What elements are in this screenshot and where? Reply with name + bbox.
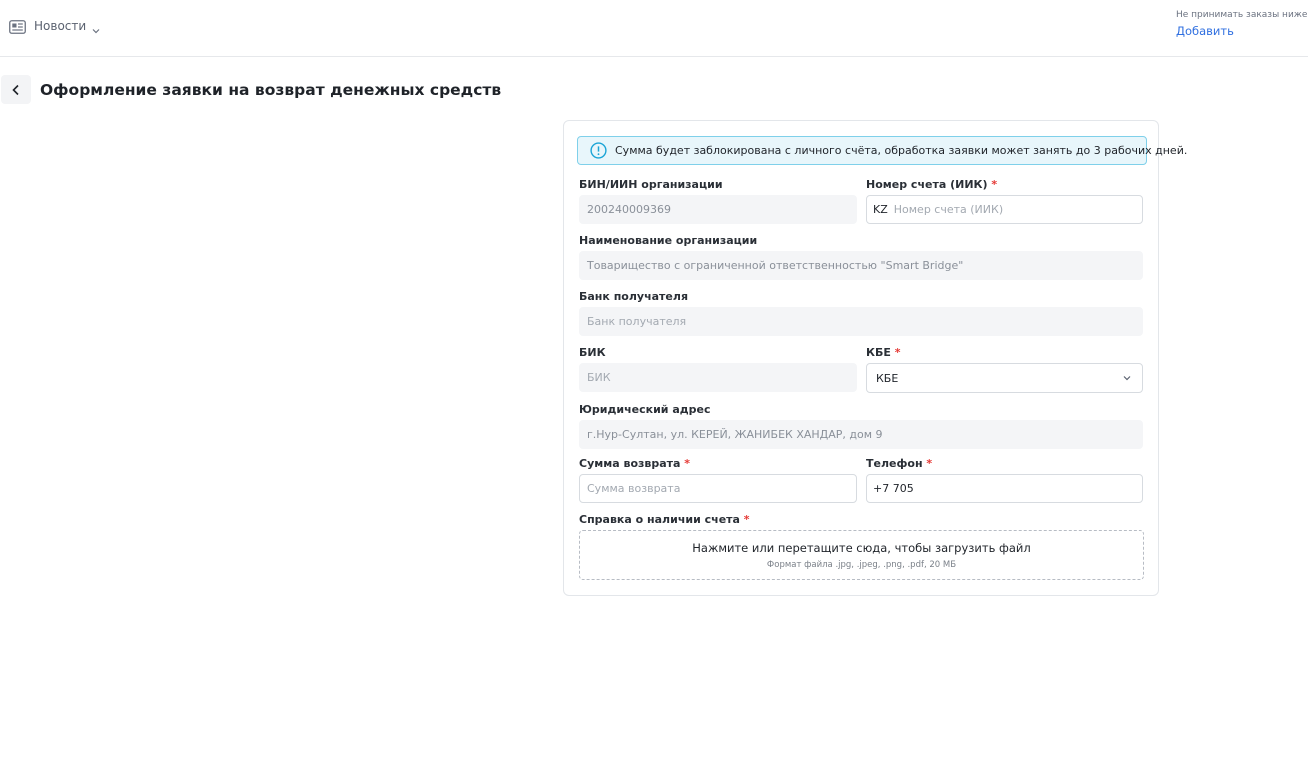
top-bar [0, 0, 1308, 57]
file-upload-dropzone[interactable] [579, 530, 1144, 580]
account-input[interactable] [866, 195, 1143, 224]
certificate-label [579, 513, 750, 527]
info-alert [577, 136, 1188, 165]
news-menu[interactable] [9, 17, 101, 35]
upload-hint: Формат файла .jpg, .jpeg, .png, .pdf, 20 МБ [766, 559, 957, 570]
required-mark: * [894, 346, 901, 359]
chevron-down-icon [91, 21, 101, 31]
account-label-text: Номер счета (ИИК) [866, 178, 988, 191]
org-name-field [579, 251, 1143, 280]
account-label [866, 178, 997, 192]
newspaper-icon [9, 19, 26, 33]
back-button[interactable] [1, 75, 31, 104]
bank-field [579, 307, 1143, 336]
bik-placeholder: БИК [587, 371, 611, 384]
bin-field [579, 195, 857, 224]
bank-label-text: Банк получателя [579, 290, 689, 303]
kbe-label-text: КБЕ [866, 346, 891, 359]
chevron-left-icon [10, 84, 22, 96]
account-prefix: KZ [873, 203, 888, 216]
org-name-value: Товарищество с ограниченной ответственностью "Smart Bridge" [587, 259, 964, 272]
bik-label-text: БИК [579, 346, 606, 359]
kbe-selected: КБЕ [876, 371, 899, 385]
phone-label-text: Телефон [866, 457, 923, 470]
upload-text: Нажмите или перетащите сюда, чтобы загрузить файл [692, 540, 1031, 555]
order-threshold [1176, 9, 1306, 39]
refund-form-card [563, 120, 1188, 596]
org-name-label [579, 234, 757, 248]
address-label-text: Юридический адрес [579, 403, 711, 416]
bank-label [579, 290, 688, 304]
add-link[interactable]: Добавить [1176, 24, 1234, 38]
kbe-select[interactable] [866, 363, 1143, 393]
amount-placeholder: Сумма возврата [587, 482, 681, 495]
bin-label [579, 178, 723, 192]
bik-label [579, 346, 606, 360]
account-placeholder: Номер счета (ИИК) [893, 203, 1004, 216]
news-label: Новости [34, 19, 87, 33]
phone-label [866, 457, 932, 471]
required-mark: * [991, 178, 998, 191]
info-icon [590, 142, 607, 159]
amount-input[interactable] [579, 474, 857, 503]
address-field [579, 420, 1143, 449]
required-mark: * [926, 457, 933, 470]
alert-text: Сумма будет заблокирована с личного счёта, обработка заявки может занять до 3 рабочих дней. [615, 144, 1188, 157]
bin-label-text: БИН/ИИН организации [579, 178, 723, 191]
order-note: Не принимать заказы ниже [1176, 10, 1308, 20]
bik-field [579, 363, 857, 392]
page-title: Оформление заявки на возврат денежных средств [40, 81, 502, 99]
required-mark: * [684, 457, 691, 470]
required-mark: * [743, 513, 750, 526]
org-name-label-text: Наименование организации [579, 234, 758, 247]
bin-value: 200240009369 [587, 203, 671, 216]
amount-label [579, 457, 690, 471]
phone-value: +7 705 [873, 482, 914, 495]
address-label [579, 403, 711, 417]
bank-placeholder: Банк получателя [587, 315, 687, 328]
address-value: г.Нур-Султан, ул. КЕРЕЙ, ЖАНИБЕК ХАНДАР, дом 9 [587, 428, 883, 441]
kbe-label [866, 346, 901, 360]
phone-input[interactable] [866, 474, 1143, 503]
certificate-label-text: Справка о наличии счета [579, 513, 740, 526]
amount-label-text: Сумма возврата [579, 457, 681, 470]
chevron-down-icon [1122, 373, 1132, 383]
